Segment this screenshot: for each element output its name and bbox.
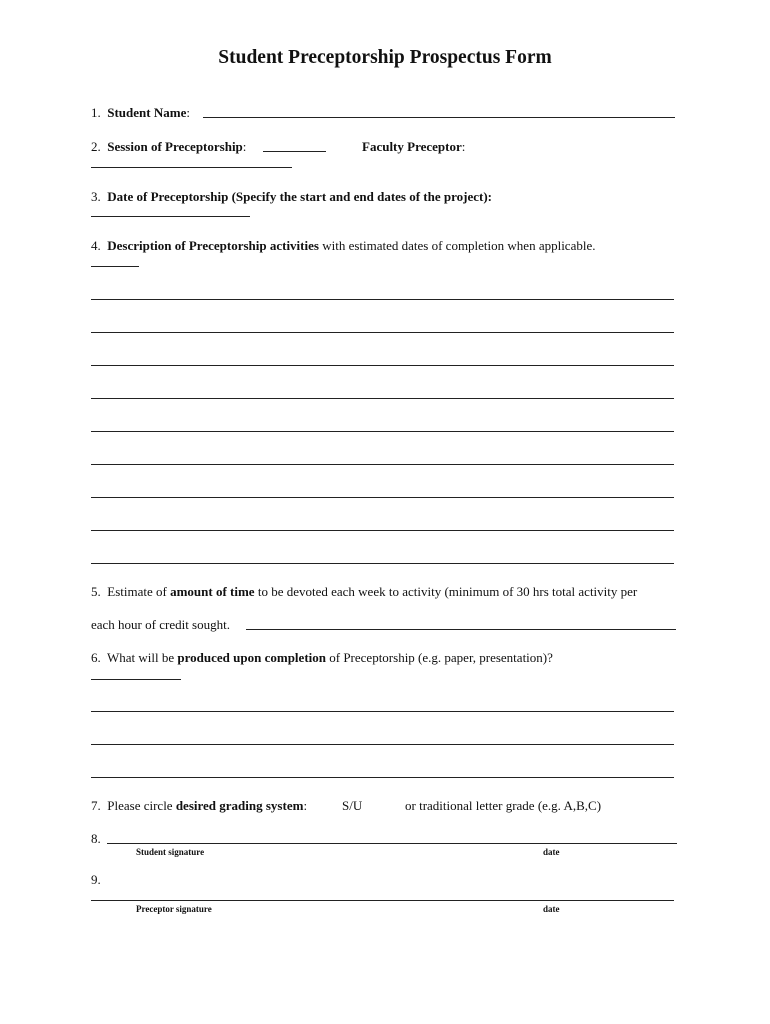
faculty-preceptor-field[interactable] [91, 167, 292, 168]
option-letter-grade[interactable]: or traditional letter grade (e.g. A,B,C) [405, 798, 602, 813]
produced-field-start[interactable] [91, 679, 181, 680]
question-2 [91, 139, 246, 155]
description-line[interactable] [91, 398, 674, 399]
question-7 [91, 798, 307, 814]
date-field[interactable] [91, 216, 250, 217]
label-colon: : [461, 139, 466, 154]
option-su[interactable]: S/U [342, 798, 363, 813]
question-9-number: 9. [91, 872, 101, 887]
question-text: Estimate of [107, 584, 171, 599]
question-5-line-2: each hour of credit sought. [91, 617, 230, 632]
student-signature-field[interactable] [107, 843, 677, 844]
question-text: of Preceptorship (e.g. paper, presentation)? [326, 650, 553, 665]
question-number: 7. [91, 798, 101, 813]
grading-system-label: desired grading system [175, 798, 304, 813]
question-1 [91, 105, 190, 121]
description-line[interactable] [91, 299, 674, 300]
date-label: Date of Preceptorship (Specify the start and end dates of the project): [107, 189, 493, 204]
student-signature-label: Student signature [136, 847, 205, 857]
produced-line[interactable] [91, 744, 674, 745]
question-number: 2. [91, 139, 101, 154]
amount-of-time-label: amount of time [170, 584, 255, 599]
description-line[interactable] [91, 464, 674, 465]
preceptor-signature-label: Preceptor signature [136, 904, 212, 914]
label-colon: : [303, 798, 308, 813]
preceptor-date-label: date [543, 904, 560, 914]
description-line[interactable] [91, 431, 674, 432]
description-label: Description of Preceptorship activities [107, 238, 319, 253]
produced-label: produced upon completion [177, 650, 326, 665]
description-line[interactable] [91, 365, 674, 366]
page-title: Student Preceptorship Prospectus Form [218, 47, 552, 68]
question-number: 4. [91, 238, 101, 253]
description-line[interactable] [91, 497, 674, 498]
session-label: Session of Preceptorship [107, 139, 243, 154]
question-5 [91, 584, 637, 600]
question-8-number: 8. [91, 831, 101, 846]
label-colon: : [186, 105, 190, 120]
student-date-label: date [543, 847, 560, 857]
question-number: 6. [91, 650, 101, 665]
student-name-label: Student Name [107, 105, 187, 120]
question-number: 1. [91, 105, 101, 120]
question-text: to be devoted each week to activity (minimum of 30 hrs total activity per [254, 584, 638, 599]
amount-of-time-field[interactable] [246, 629, 676, 630]
description-line[interactable] [91, 563, 674, 564]
description-text: with estimated dates of completion when applicable. [318, 238, 596, 253]
question-3 [91, 189, 492, 205]
session-field[interactable] [263, 151, 326, 152]
description-line[interactable] [91, 530, 674, 531]
question-6 [91, 650, 553, 666]
faculty-preceptor-label: Faculty Preceptor [362, 139, 462, 154]
produced-line[interactable] [91, 777, 674, 778]
question-4 [91, 238, 595, 254]
question-text: What will be [107, 650, 178, 665]
label-colon: : [242, 139, 247, 154]
description-line[interactable] [91, 332, 674, 333]
question-number: 5. [91, 584, 101, 599]
student-name-field[interactable] [203, 117, 675, 118]
description-field-start[interactable] [91, 266, 139, 267]
faculty-preceptor [362, 139, 465, 155]
question-text: Please circle [107, 798, 176, 813]
preceptor-signature-field[interactable] [91, 900, 674, 901]
question-number: 3. [91, 189, 101, 204]
produced-line[interactable] [91, 711, 674, 712]
